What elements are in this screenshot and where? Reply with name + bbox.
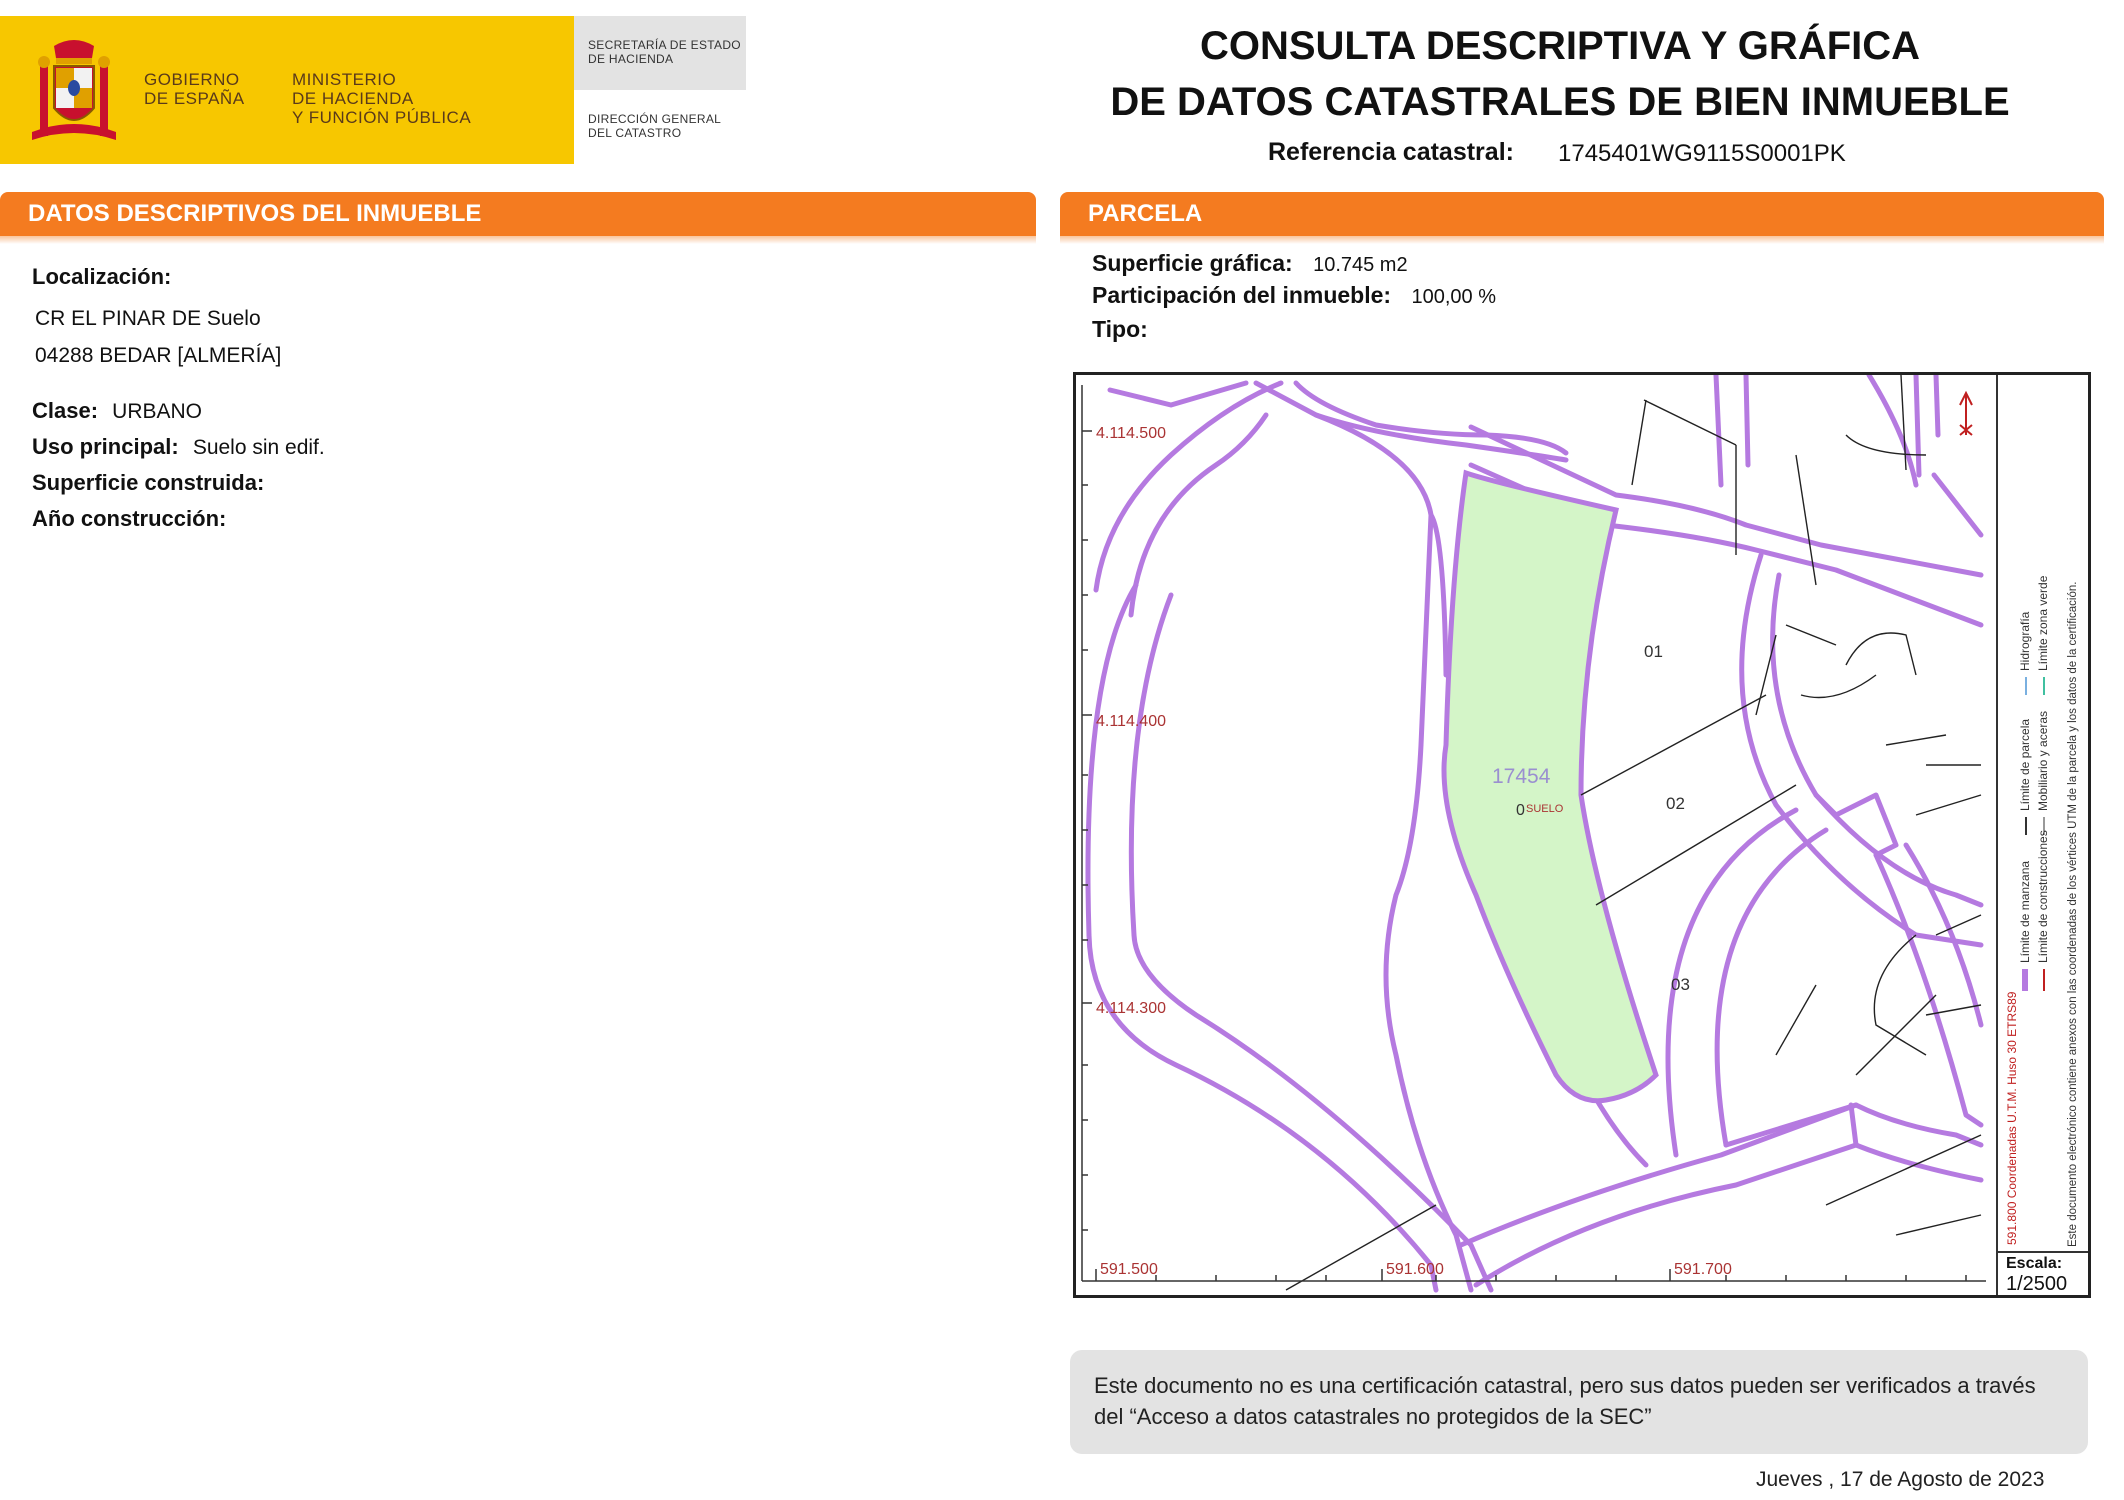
north-arrow-icon (1960, 393, 1972, 435)
scale-label: Escala: (2006, 1255, 2063, 1272)
title-line-1: CONSULTA DESCRIPTIVA Y GRÁFICA (1199, 24, 1921, 68)
direccion-line-1: DIRECCIÓN GENERAL (588, 112, 722, 126)
datos-descriptivos-title-strong: INMUEBLE (356, 200, 482, 227)
clase-value: URBANO (112, 400, 203, 423)
legend-divider (1996, 375, 1998, 1295)
anio-construccion-row (32, 506, 226, 532)
anio-construccion-label: Año construcción: (32, 506, 227, 531)
parcel-sublabel-prefix: 0 (1516, 802, 1525, 819)
localizacion-row (32, 264, 171, 290)
secretaria-line-1: SECRETARÍA DE ESTADO (588, 38, 741, 52)
legend-hidrografia: Hidrografía (2018, 611, 2032, 671)
legend-doc-note: Este documento electrónico contiene anexos con las coordenadas de los vértices UTM de la parcela y los datos de la certificación. (2067, 581, 2079, 1247)
address-line-1: CR EL PINAR DE Suelo (35, 307, 261, 330)
y-label-4114400: 4.114.400 (1096, 713, 1166, 730)
verification-note: Este documento no es una certificación catastral, pero sus datos pueden ser verificados a través del “Acceso a datos catastrales no protegidos de la SEC” (1070, 1350, 2088, 1454)
participacion-label: Participación del inmueble: (1092, 282, 1392, 308)
parcel-number-label: 17454 (1492, 765, 1551, 788)
secretaria-block (574, 16, 746, 90)
uso-principal-value: Suelo sin edif. (192, 436, 325, 459)
scale-box (1998, 1251, 2088, 1295)
address-line-2: 04288 BEDAR [ALMERÍA] (35, 344, 282, 367)
sub-parcel-03: 03 (1671, 975, 1690, 994)
map-legend (2018, 575, 2050, 991)
legend-construcciones: Límite de construcciones (2036, 830, 2050, 963)
localizacion-label: Localización: (32, 264, 172, 289)
datos-descriptivos-header (0, 192, 1036, 236)
sub-parcel-01: 01 (1644, 642, 1663, 661)
government-logo-block (0, 16, 574, 164)
legend-coords-note: 591.800 Coordenadas U.T.M. Huso 30 ETRS89 (2005, 991, 2019, 1245)
superficie-grafica-label: Superficie gráfica: (1092, 250, 1293, 276)
ministerio-line-2: DE HACIENDA (292, 89, 414, 108)
legend-zona-verde: Límite zona verde (2036, 575, 2050, 671)
sub-parcel-02: 02 (1666, 794, 1685, 813)
ministerio-text (292, 70, 471, 127)
uso-principal-row (32, 434, 325, 460)
coat-of-arms-icon (26, 36, 122, 148)
x-label-591500: 591.500 (1100, 1261, 1158, 1278)
datos-descriptivos-title-prefix: DATOS DESCRIPTIVOS DEL (28, 200, 357, 227)
legend-parcela: Límite de parcela (2018, 718, 2032, 811)
participacion-value: 100,00 % (1411, 286, 1496, 308)
superficie-construida-label: Superficie construida: (32, 470, 265, 495)
tipo-row (1092, 316, 1148, 343)
legend-manzana: Límite de manzana (2018, 860, 2032, 963)
ministerio-line-3: Y FUNCIÓN PÚBLICA (292, 108, 472, 127)
title-line-2: DE DATOS CATASTRALES DE BIEN INMUEBLE (1110, 80, 2010, 124)
parcel-sublabel: SUELO (1526, 803, 1564, 815)
tipo-label: Tipo: (1092, 316, 1148, 342)
gobierno-text (144, 70, 245, 108)
uso-principal-label: Uso principal: (32, 434, 179, 459)
secretaria-line-2: DE HACIENDA (588, 52, 674, 66)
cadastral-map-drawing[interactable] (1076, 375, 2088, 1295)
gobierno-line-1: GOBIERNO (144, 70, 240, 89)
parcela-title: PARCELA (1088, 200, 1203, 227)
superficie-grafica-value: 10.745 m2 (1313, 254, 1408, 276)
direccion-block (574, 90, 746, 164)
page-title (1060, 18, 2060, 130)
y-label-4114300: 4.114.300 (1096, 1000, 1166, 1017)
y-label-4114500: 4.114.500 (1096, 425, 1166, 442)
clase-row (32, 398, 202, 424)
scale-value: 1/2500 (2006, 1273, 2068, 1295)
gobierno-line-2: DE ESPAÑA (144, 89, 245, 108)
x-label-591700: 591.700 (1674, 1261, 1732, 1278)
superficie-grafica-row (1092, 250, 1408, 277)
cadastral-map[interactable] (1073, 372, 2091, 1298)
referencia-label: Referencia catastral: (1268, 138, 1514, 166)
ministerio-line-1: MINISTERIO (292, 70, 397, 89)
x-label-591600: 591.600 (1386, 1261, 1444, 1278)
legend-mobiliario: Mobiliario y aceras (2036, 710, 2050, 811)
referencia-value: 1745401WG9115S0001PK (1558, 140, 1846, 167)
referencia-catastral-row (1268, 138, 1846, 167)
legend-manzana-swatch (2022, 969, 2028, 991)
clase-label: Clase: (32, 398, 99, 423)
parcela-header (1060, 192, 2104, 236)
direccion-line-2: DEL CATASTRO (588, 126, 682, 140)
document-date: Jueves , 17 de Agosto de 2023 (1756, 1468, 2045, 1491)
superficie-construida-row (32, 470, 264, 496)
participacion-row (1092, 282, 1496, 309)
